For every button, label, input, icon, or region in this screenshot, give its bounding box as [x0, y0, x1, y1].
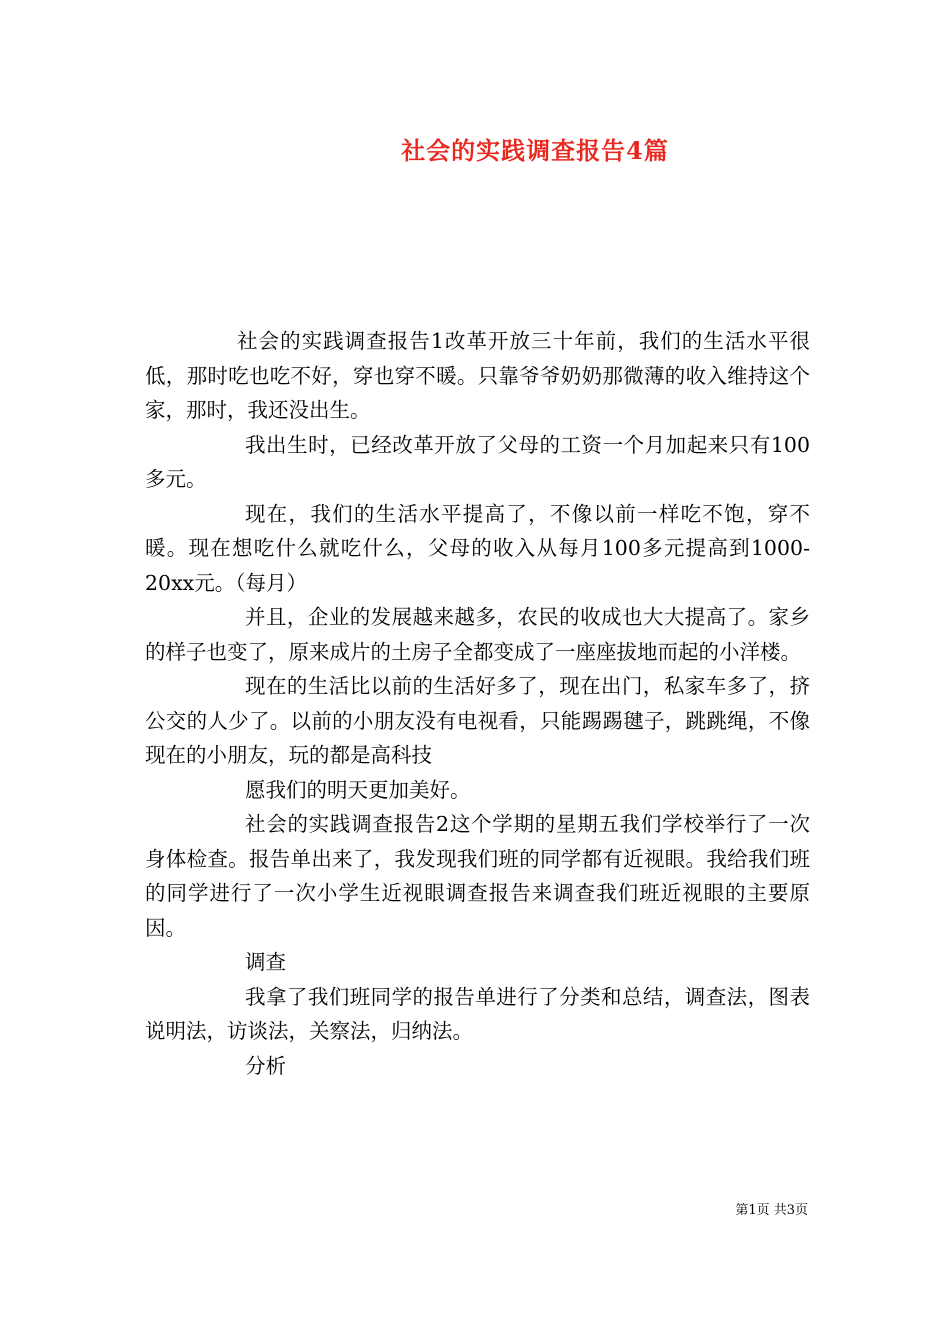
paragraph: 现在，我们的生活水平提高了，不像以前一样吃不饱，穿不暖。现在想吃什么就吃什么，父母的收入从每月100多元提高到1000-20xx元。（每月）	[145, 501, 810, 595]
document-body	[145, 324, 810, 1083]
paragraph: 社会的实践调查报告2这个学期的星期五我们学校举行了一次身体检查。报告单出来了，我发现我们班的同学都有近视眼。我给我们班的同学进行了一次小学生近视眼调查报告来调查我们班近视眼的主要原因。	[145, 812, 810, 940]
paragraph: 现在的生活比以前的生活好多了，现在出门，私家车多了，挤公交的人少了。以前的小朋友没有电视看，只能踢踢毽子，跳跳绳，不像现在的小朋友，玩的都是高科技	[145, 674, 810, 767]
paragraph: 愿我们的明天更加美好。	[245, 777, 471, 802]
paragraph: 社会的实践调查报告1改革开放三十年前，我们的生活水平很低，那时吃也吃不好，穿也穿不暖。只靠爷爷奶奶那微薄的收入维持这个家，那时，我还没出生。	[145, 329, 810, 422]
paragraph: 并且，企业的发展越来越多，农民的收成也大大提高了。家乡的样子也变了，原来成片的土房子全都变成了一座座拔地而起的小洋楼。	[145, 605, 810, 664]
paragraph: 调查	[245, 950, 286, 974]
paragraph: 分析	[245, 1053, 286, 1078]
paragraph: 我拿了我们班同学的报告单进行了分类和总结，调查法，图表说明法，访谈法，关察法，归纳法。	[145, 984, 810, 1043]
paragraph: 我出生时，已经改革开放了父母的工资一个月加起来只有100多元。	[145, 432, 810, 491]
page-number-footer: 第1页 共3页	[735, 1203, 808, 1218]
document-title: 社会的实践调查报告4篇	[401, 136, 669, 165]
